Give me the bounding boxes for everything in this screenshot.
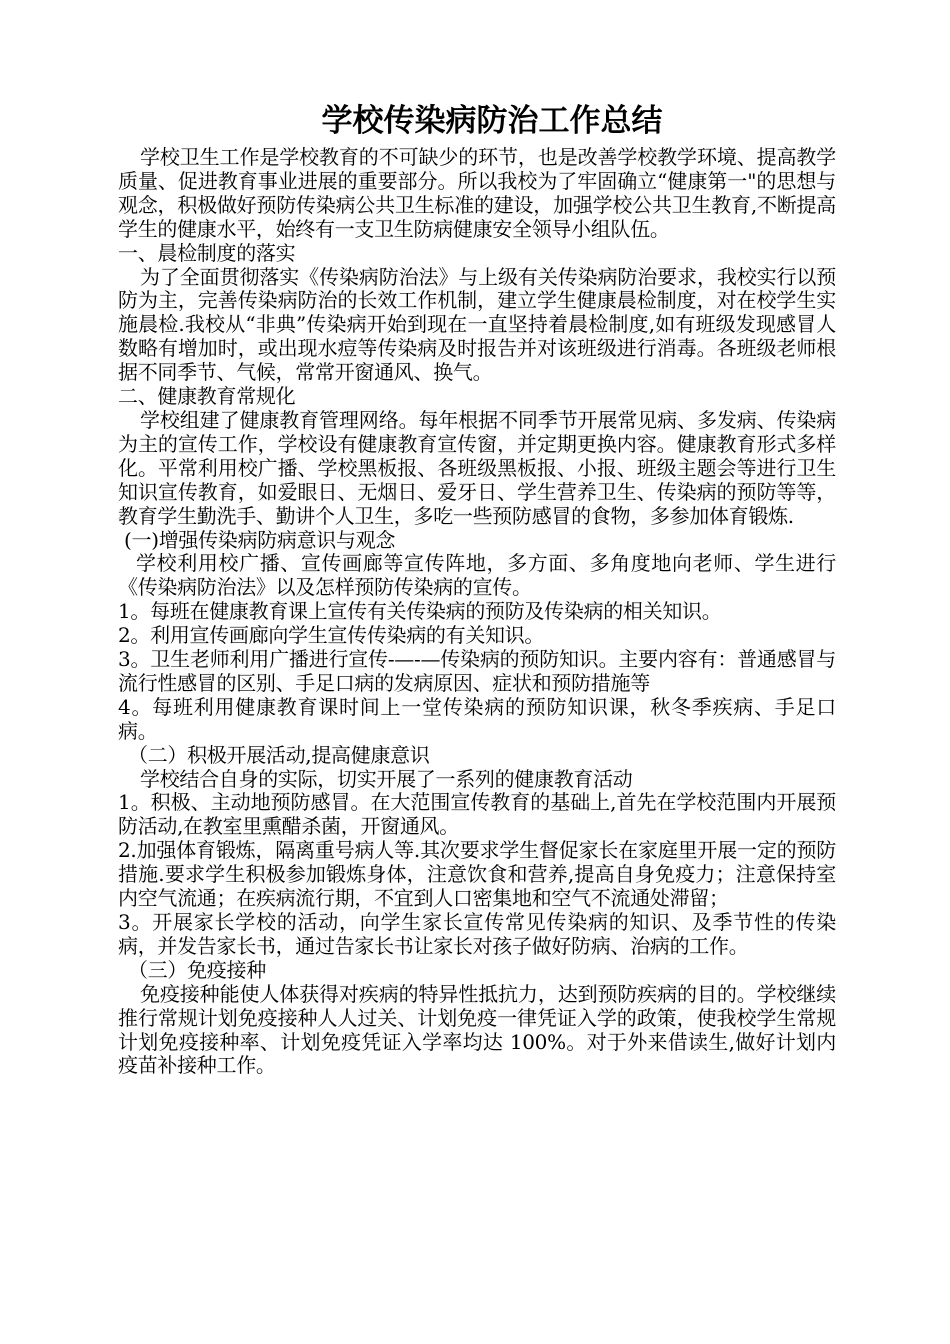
document-title: 学校传染病防治工作总结 [321,103,663,139]
subsection-heading-2: （二）积极开展活动,提高健康意识 [128,742,430,767]
subsection-heading-3: （三）免疫接种 [128,957,266,982]
list-item: 1。每班在健康教育课上宣传有关传染病的预防及传染病的相关知识。 [118,599,722,624]
intro-paragraph: 学校卫生工作是学校教育的不可缺少的环节，也是改善学校教学环境、提高教学质量、促进教育事业进展的重要部分。所以我校为了牢固确立“健康第一"的思想与观念，积极做好预防传染病公共卫生标准的建设，加强学校公共卫生教育,不断提高学生的健康水平，始终有一支卫生防病健康安全领导小组队伍。 [118,145,836,241]
subsection-1-paragraph: 学校利用校广播、宣传画廊等宣传阵地，多方面、多角度地向老师、学生进行《传染病防治法》以及怎样预防传染病的宣传。 [118,551,836,600]
subsection-3-paragraph: 免疫接种能使人体获得对疾病的特异性抵抗力，达到预防疾病的目的。学校继续推行常规计划免疫接种人人过关、计划免疫一律凭证入学的政策，使我校学生常规计划免疫接种率、计划免疫凭证入学率均达 100%。对于外来借读生,做好计划内疫苗补接种工作。 [118,981,836,1078]
section-heading-1: 一、晨检制度的落实 [118,240,296,265]
list-item: 3。开展家长学校的活动，向学生家长宣传常见传染病的知识、及季节性的传染病，并发告家长书，通过告家长书让家长对孩子做好防病、治病的工作。 [118,910,836,958]
list-item: 3。卫生老师利用广播进行宣传-—-—传染病的预防知识。主要内容有：普通感冒与流行性感冒的区别、手足口病的发病原因、症状和预防措施等 [118,647,836,695]
document-page [118,100,836,1078]
subsection-heading-1: (一)增强传染病防病意识与观念 [124,527,396,552]
list-item: 2.加强体育锻炼，隔离重号病人等.其次要求学生督促家长在家庭里开展一定的预防措施.要求学生积极参加锻炼身体，注意饮食和营养,提高自身免疫力；注意保持室内空气流通；在疾病流行期，不宜到人口密集地和空气不流通处滞留； [118,838,836,911]
section-heading-2: 二、健康教育常规化 [118,384,296,409]
section-1-paragraph: 为了全面贯彻落实《传染病防治法》与上级有关传染病防治要求，我校实行以预防为主，完善传染病防治的长效工作机制，建立学生健康晨检制度，对在校学生实施晨检.我校从“非典”传染病开始到现在一直坚持着晨检制度,如有班级发现感冒人数略有增加时，或出现水痘等传染病及时报告并对该班级进行消毒。各班级老师根据不同季节、气候，常常开窗通风、换气。 [118,264,836,385]
list-item: 2。利用宣传画廊向学生宣传传染病的有关知识。 [118,623,545,648]
section-2-paragraph: 学校组建了健康教育管理网络。每年根据不同季节开展常见病、多发病、传染病为主的宣传工作，学校设有健康教育宣传窗，并定期更换内容。健康教育形式多样化。平常利用校广播、学校黑板报、各班级黑板报、小报、班级主题会等进行卫生知识宣传教育，如爱眼日、无烟日、爱牙日、学生营养卫生、传染病的预防等等，教育学生勤洗手、勤讲个人卫生，多吃一些预防感冒的食物，多参加体育锻炼. [118,407,836,528]
list-item: 4。每班利用健康教育课时间上一堂传染病的预防知识课，秋冬季疾病、手足口病。 [118,694,836,743]
subsection-2-paragraph: 学校结合自身的实际，切实开展了一系列的健康教育活动 [140,766,633,791]
list-item: 1。积极、主动地预防感冒。在大范围宣传教育的基础上,首先在学校范围内开展预防活动,在教室里熏醋杀菌，开窗通风。 [118,790,836,839]
